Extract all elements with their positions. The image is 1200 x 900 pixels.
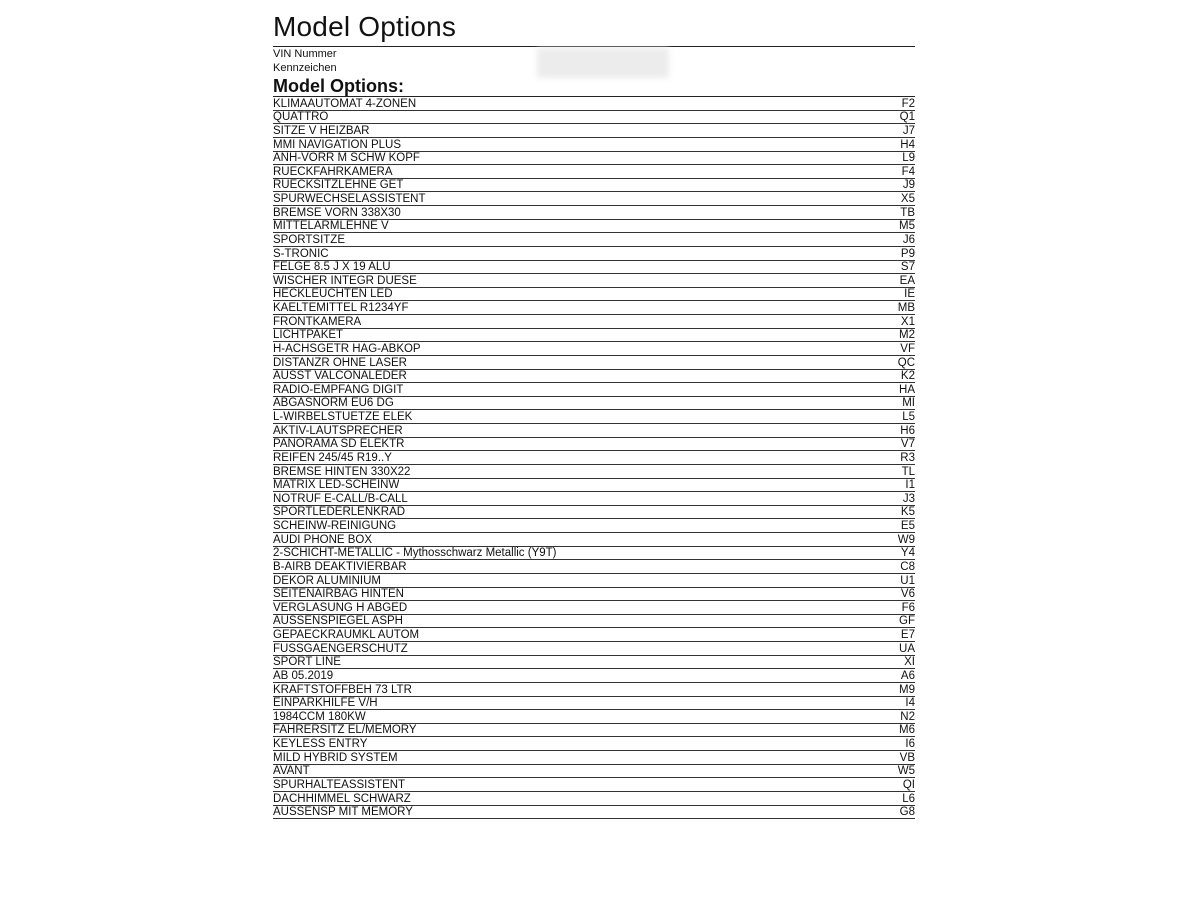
option-name: H-ACHSGETR HAG-ABKOP [273,342,421,355]
option-code: K5 [900,506,915,519]
option-row [273,152,915,166]
option-code: F2 [901,97,915,110]
option-row [273,329,915,343]
option-row [273,710,915,724]
option-code: QC [897,356,915,369]
option-code: VB [899,751,915,764]
option-code: V7 [900,438,915,451]
option-row [273,778,915,792]
option-name: SITZE V HEIZBAR [273,124,370,137]
option-name: MILD HYBRID SYSTEM [273,751,398,764]
option-code: C8 [900,560,915,573]
option-row [273,479,915,493]
document-page [273,10,915,819]
option-code: A6 [900,669,915,682]
option-row [273,438,915,452]
option-row [273,315,915,329]
option-code: F6 [901,601,915,614]
option-code: TL [901,465,915,478]
option-row [273,410,915,424]
option-row [273,233,915,247]
option-row [273,615,915,629]
option-name: FUSSGAENGERSCHUTZ [273,642,408,655]
option-name: DEKOR ALUMINIUM [273,574,381,587]
options-table [273,97,915,819]
option-name: 1984CCM 180KW [273,710,366,723]
option-row [273,138,915,152]
option-row [273,724,915,738]
option-row [273,247,915,261]
option-row [273,261,915,275]
option-row [273,206,915,220]
option-code: J9 [902,179,915,192]
option-row [273,451,915,465]
option-code: E5 [900,520,915,532]
option-row [273,124,915,138]
option-row [273,492,915,506]
option-code: J6 [902,233,915,246]
option-name: QUATTRO [273,111,329,124]
option-name: AB 05.2019 [273,669,334,682]
option-row [273,574,915,588]
option-row [273,792,915,806]
option-code: EA [899,274,915,287]
option-row [273,301,915,315]
option-row [273,547,915,561]
option-name: BREMSE HINTEN 330X22 [273,465,411,478]
option-name: PANORAMA SD ELEKTR [273,438,405,451]
option-name: DISTANZR OHNE LASER [273,356,407,369]
option-name: RUECKSITZLEHNE GET [273,179,404,192]
option-code: UA [899,642,915,655]
option-code: N2 [900,710,915,723]
option-code: H6 [900,424,915,437]
option-row [273,656,915,670]
option-row [273,397,915,411]
option-row [273,806,915,820]
option-row [273,165,915,179]
option-row [273,560,915,574]
option-code: M2 [899,329,915,342]
option-code: L9 [902,152,915,165]
option-row [273,628,915,642]
option-row [273,179,915,193]
option-row [273,697,915,711]
option-code: K2 [900,370,915,383]
option-code: MI [902,397,915,410]
option-code: GF [899,615,915,628]
option-code: M6 [899,724,915,737]
option-name: MMI NAVIGATION PLUS [273,138,402,151]
option-row [273,356,915,370]
option-name: DACHHIMMEL SCHWARZ [273,792,411,805]
option-name: S-TRONIC [273,247,329,260]
vin-label: VIN Nummer [273,48,337,60]
option-name: ANH-VORR M SCHW KOPF [273,152,420,165]
redacted-values [537,48,669,78]
option-name: FAHRERSITZ EL/MEMORY [273,724,417,737]
option-name: BREMSE VORN 338X30 [273,206,401,219]
option-code: X5 [900,193,915,205]
option-name: EINPARKHILFE V/H [273,697,378,710]
option-code: L6 [902,792,915,805]
option-name: FRONTKAMERA [273,315,362,328]
option-code: XI [904,656,915,669]
option-name: SPURHALTEASSISTENT [273,778,406,791]
option-code: P9 [900,247,915,260]
option-name: SPORTSITZE [273,233,345,246]
option-row [273,669,915,683]
option-name: AVANT [273,765,310,778]
option-row [273,533,915,547]
option-code: J7 [902,124,915,137]
page-title: Model Options [273,10,915,47]
option-name: MATRIX LED-SCHEINW [273,479,400,492]
option-name: SCHEINW-REINIGUNG [273,520,397,532]
option-name: KRAFTSTOFFBEH 73 LTR [273,683,412,696]
option-code: IE [904,288,915,301]
option-row [273,111,915,125]
option-name: RUECKFAHRKAMERA [273,165,393,178]
option-row [273,383,915,397]
option-name: REIFEN 245/45 R19..Y [273,451,392,464]
option-code: R3 [900,451,915,464]
option-name: GEPAECKRAUMKL AUTOM [273,629,420,641]
plate-label: Kennzeichen [273,62,337,74]
option-row [273,465,915,479]
option-row [273,288,915,302]
option-row [273,601,915,615]
option-code: V6 [900,588,915,601]
option-code: Y4 [900,547,915,560]
option-name: B-AIRB DEAKTIVIERBAR [273,560,407,573]
option-code: W5 [897,765,915,778]
option-row [273,424,915,438]
option-name: SPORT LINE [273,656,341,669]
option-row [273,342,915,356]
option-code: L5 [902,411,915,423]
option-code: S7 [900,261,915,274]
option-name: NOTRUF E-CALL/B-CALL [273,492,408,505]
option-code: TB [900,206,915,219]
option-row [273,751,915,765]
option-name: ABGASNORM EU6 DG [273,397,394,410]
option-name: HECKLEUCHTEN LED [273,288,393,301]
option-code: M9 [899,683,915,696]
option-code: H4 [900,138,915,151]
option-name: KLIMAAUTOMAT 4-ZONEN [273,97,417,110]
option-code: I4 [905,697,915,710]
option-name: SPORTLEDERLENKRAD [273,506,406,519]
option-row [273,588,915,602]
option-row [273,765,915,779]
option-code: X1 [900,315,915,328]
option-name: SEITENAIRBAG HINTEN [273,588,404,601]
option-name: SPURWECHSELASSISTENT [273,193,426,205]
option-name: MITTELARMLEHNE V [273,220,389,233]
option-name: L-WIRBELSTUETZE ELEK [273,411,413,423]
option-row [273,737,915,751]
option-code: QI [902,778,915,791]
option-code: U1 [900,574,915,587]
option-row [273,192,915,206]
option-code: J3 [902,492,915,505]
option-code: I6 [905,738,915,750]
option-row [273,220,915,234]
option-name: AKTIV-LAUTSPRECHER [273,424,403,437]
option-code: MB [897,302,915,314]
option-row [273,97,915,111]
option-name: VERGLASUNG H ABGED [273,601,408,614]
option-code: M5 [899,220,915,233]
option-row [273,519,915,533]
option-row [273,370,915,384]
option-code: Q1 [899,111,915,124]
section-title: Model Options: [273,75,915,97]
option-row [273,506,915,520]
option-name: WISCHER INTEGR DUESE [273,274,417,287]
option-row [273,274,915,288]
option-name: LICHTPAKET [273,329,344,342]
option-name: AUSSENSPIEGEL ASPH [273,615,403,628]
option-code: VF [900,342,915,355]
option-row [273,642,915,656]
option-code: F4 [901,165,915,178]
option-row [273,683,915,697]
option-name: RADIO-EMPFANG DIGIT [273,383,404,396]
option-name: KAELTEMITTEL R1234YF [273,302,409,314]
option-code: E7 [900,629,915,641]
option-code: HA [899,383,915,396]
option-code: I1 [905,479,915,492]
option-code: G8 [899,806,915,819]
option-name: AUDI PHONE BOX [273,533,373,546]
option-name: 2-SCHICHT-METALLIC - Mythosschwarz Metallic (Y9T) [273,547,557,560]
option-name: AUSST VALCONALEDER [273,370,407,383]
option-name: AUSSENSP MIT MEMORY [273,806,413,819]
option-name: FELGE 8.5 J X 19 ALU [273,261,391,274]
option-name: KEYLESS ENTRY [273,738,368,750]
option-code: W9 [897,533,915,546]
